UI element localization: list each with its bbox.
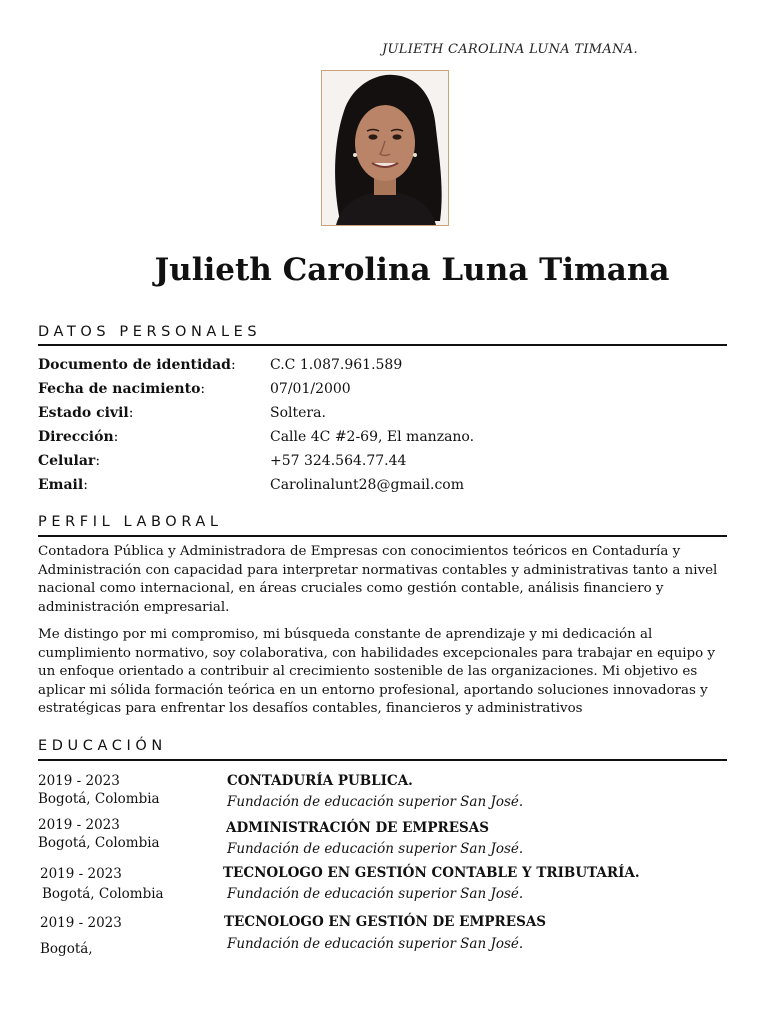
section-divider [38, 344, 727, 346]
personal-value: C.C 1.087.961.589 [270, 357, 403, 373]
personal-value: +57 324.564.77.44 [270, 453, 407, 469]
education-institution: Fundación de educación superior San José. [227, 936, 524, 952]
education-institution: Fundación de educación superior San José. [227, 886, 524, 902]
education-dates: 2019 - 2023 [38, 817, 120, 833]
personal-value: 07/01/2000 [270, 381, 351, 397]
education-institution: Fundación de educación superior San José. [227, 794, 524, 810]
header-script-name: JULIETH CAROLINA LUNA TIMANA. [382, 42, 638, 57]
education-institution: Fundación de educación superior San José. [227, 841, 524, 857]
section-title-personal: DATOS PERSONALES [38, 324, 262, 340]
education-dates: 2019 - 2023 [40, 915, 122, 931]
education-degree: CONTADURÍA PUBLICA. [227, 773, 413, 789]
section-divider [38, 535, 727, 537]
education-degree: ADMINISTRACIÓN DE EMPRESAS [226, 820, 490, 836]
education-degree: TECNOLOGO EN GESTIÓN DE EMPRESAS [224, 914, 547, 930]
personal-label: Fecha de nacimiento [38, 381, 201, 397]
personal-value: Calle 4C #2-69, El manzano. [270, 429, 475, 445]
personal-label: Celular [38, 453, 96, 469]
education-dates: 2019 - 2023 [38, 773, 120, 789]
profile-paragraph: Contadora Pública y Administradora de Empresas con conocimientos teóricos en Contaduría y Administración con capacidad para interpretar normativas contables y administrativas tanto a nivel nacional como internacional, en áreas cruciales como gestión contable, análisis financiero y administración empresarial. [38, 544, 718, 615]
education-place: Bogotá, Colombia [38, 791, 160, 807]
profile-paragraph: Me distingo por mi compromiso, mi búsqueda constante de aprendizaje y mi dedicación al cumplimiento normativo, soy colaborativa, con habilidades excepcionales para trabajar en equipo y un enfoque orientado a contribuir al crecimiento sostenible de las organizaciones. Mi objetivo es aplicar mi sólida formación teórica en un entorno profesional, aportando soluciones innovadoras y estratégicas para enfrentar los desafíos contables, financieros y administrativos [38, 627, 715, 716]
email-value[interactable]: Carolinalunt28@gmail.com [270, 477, 464, 493]
personal-label: Estado civil [38, 405, 129, 421]
portrait-illustration [322, 71, 448, 225]
profile-photo [321, 70, 449, 226]
personal-label: Dirección [38, 429, 114, 445]
personal-label: Email [38, 477, 84, 493]
section-divider [38, 759, 727, 761]
candidate-name: Julieth Carolina Luna Timana [154, 252, 670, 288]
section-title-profile: PERFIL LABORAL [38, 514, 223, 530]
education-place: Bogotá, Colombia [38, 835, 160, 851]
education-degree: TECNOLOGO EN GESTIÓN CONTABLE Y TRIBUTARÍA. [223, 865, 640, 881]
section-title-education: EDUCACIÓN [38, 738, 167, 754]
education-dates: 2019 - 2023 [40, 866, 122, 882]
education-place: Bogotá, [40, 941, 93, 957]
personal-label: Documento de identidad [38, 357, 231, 373]
education-place: Bogotá, Colombia [42, 886, 164, 902]
personal-value: Soltera. [270, 405, 326, 421]
